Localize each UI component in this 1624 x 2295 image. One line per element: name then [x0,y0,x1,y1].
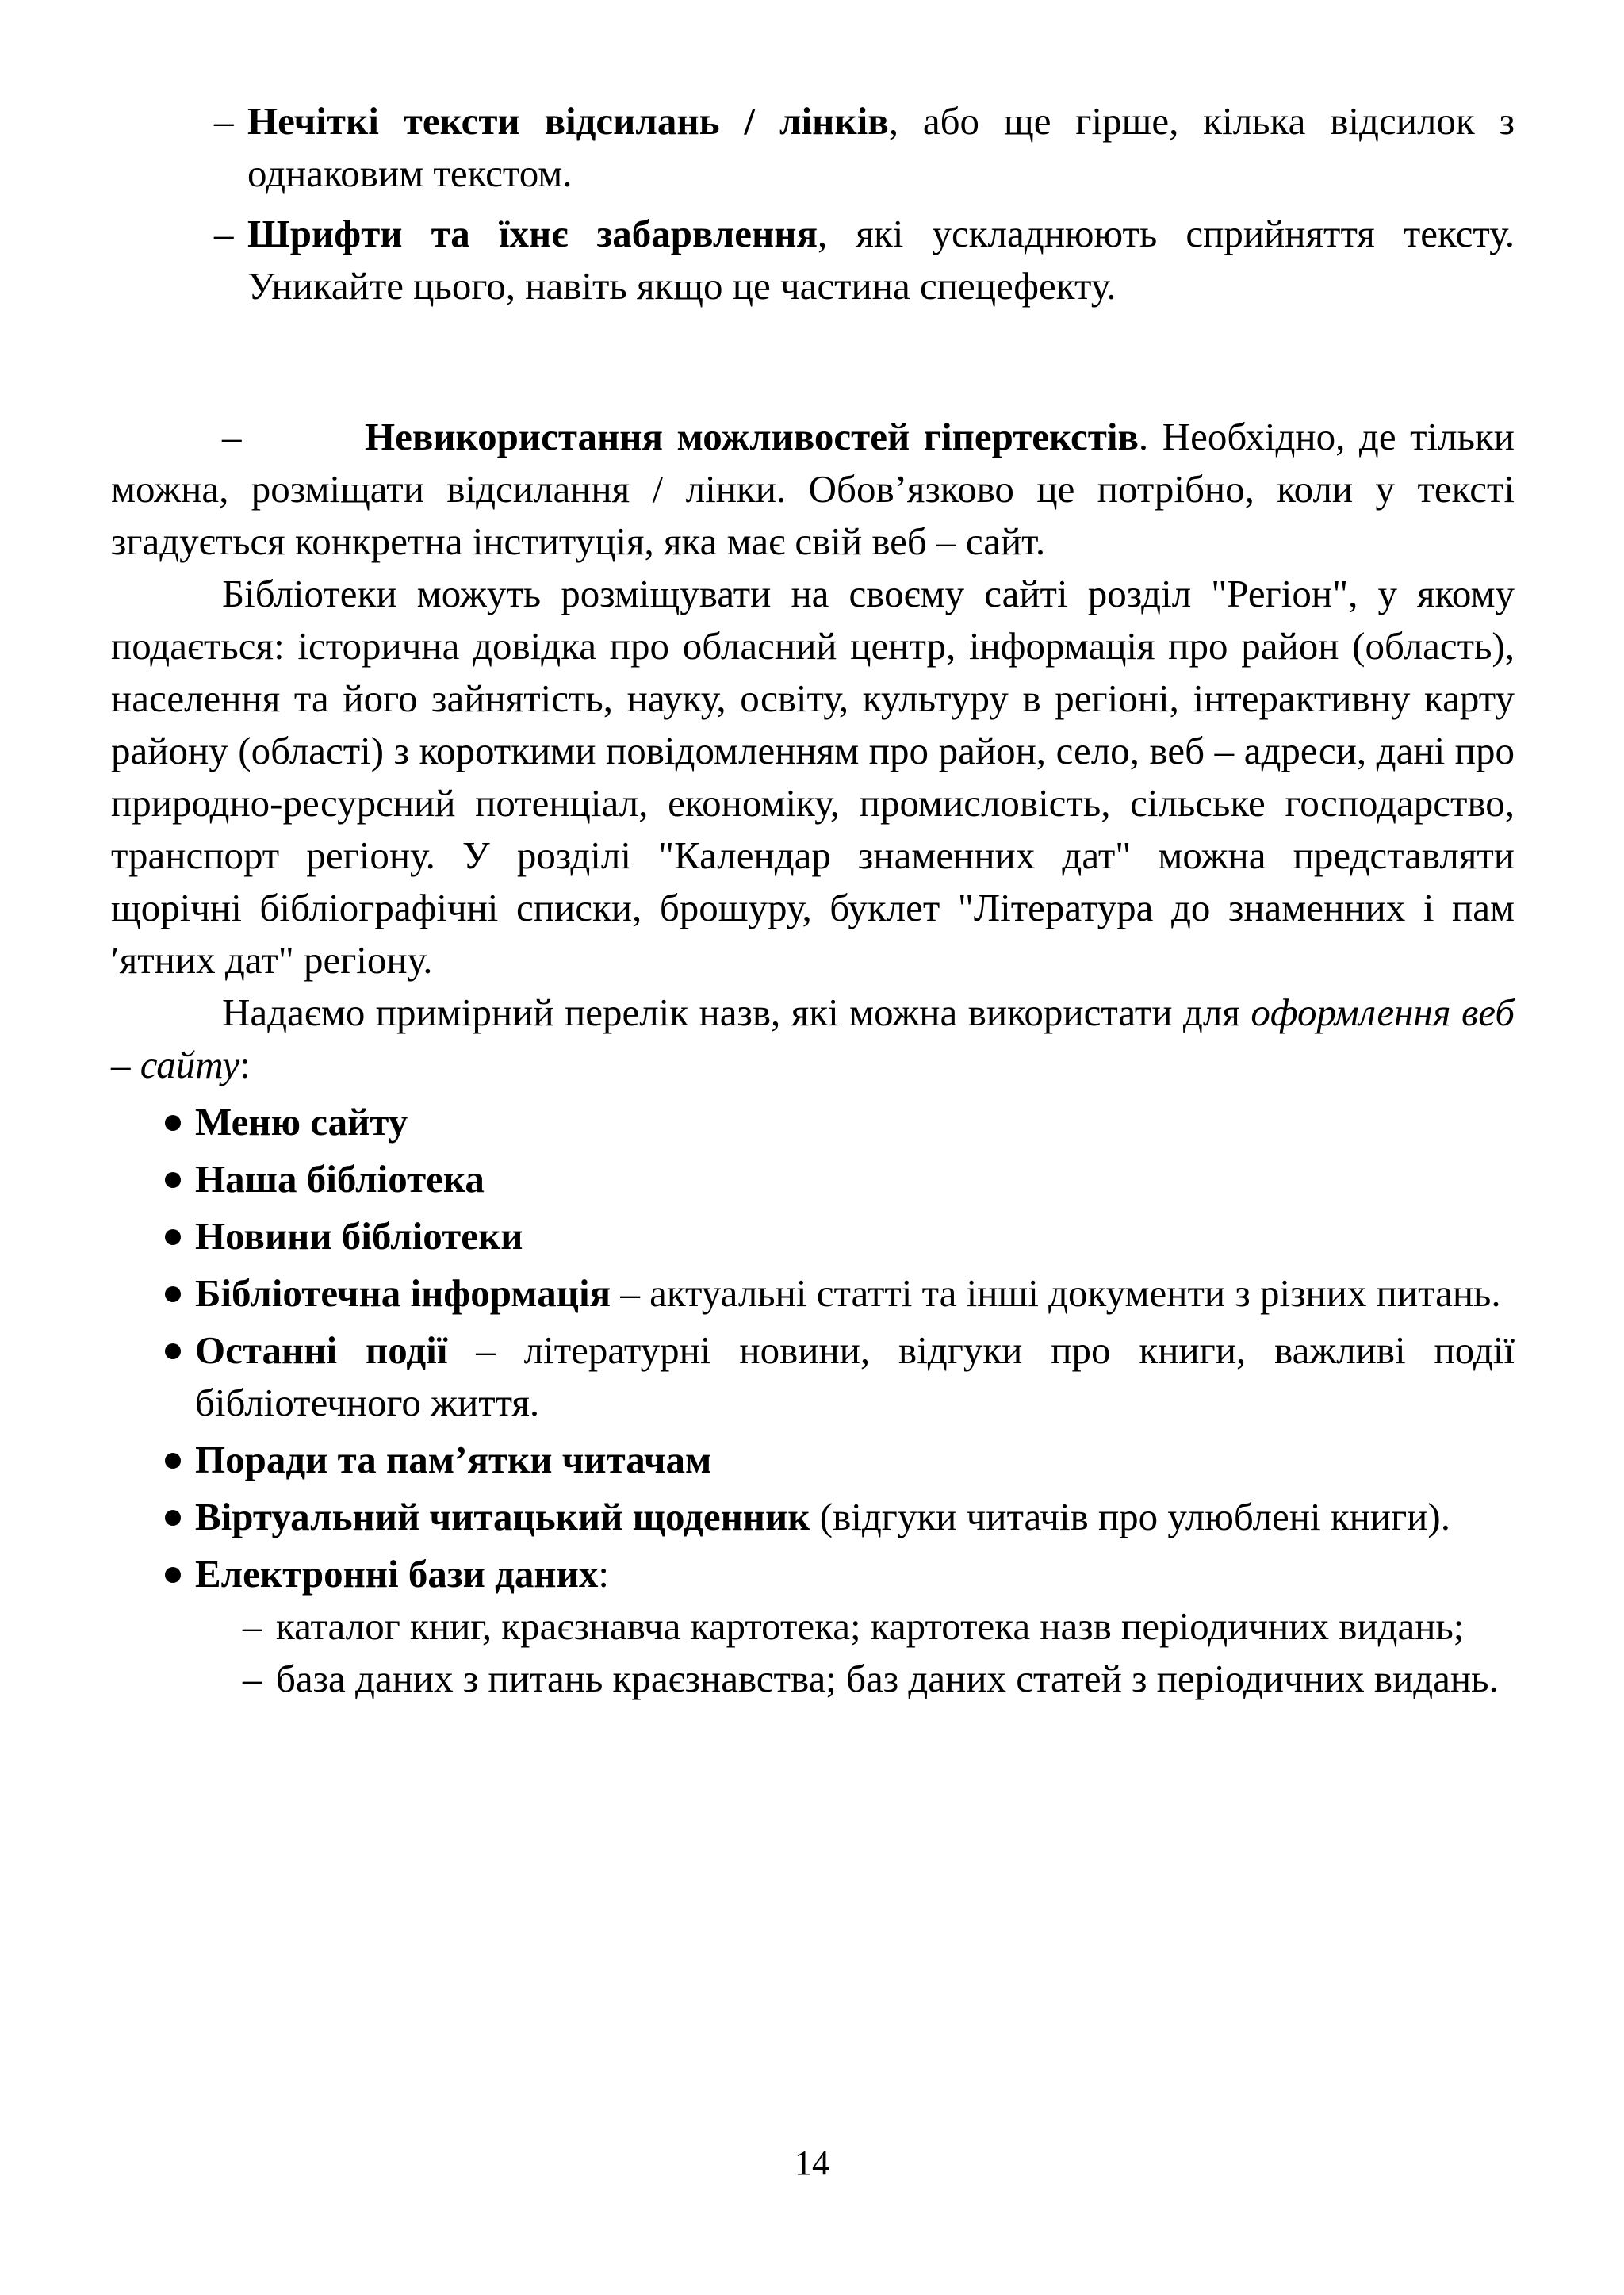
paragraph-term: Невикористання можливостей гіпертекстів [365,415,1139,458]
list-item-term: Новини бібліотеки [195,1214,523,1258]
document-page [111,95,1515,1705]
list-item-term: Останні події [195,1328,448,1372]
top-dash-list [214,95,1515,312]
list-item [243,1600,1515,1653]
bullet-list [162,1096,1515,1600]
list-item-text: – актуальні статті та інші документи з різних питань. [611,1271,1501,1315]
list-item [162,1267,1515,1320]
list-item [162,1324,1515,1429]
bullet-icon [162,1491,195,1543]
list-item-term: Шрифти та їхнє забарвлення [247,212,818,255]
sub-dash-list [243,1600,1515,1705]
bullet-icon [162,1096,195,1148]
page-number: 14 [795,2144,829,2182]
bullet-icon [162,1434,195,1486]
paragraph-region: Бібліотеки можуть розміщувати на своєму сайті розділ "Регіон", у якому подається: історична довідка про обласний центр, інформація про район (область), населення та його зайнятість, науку, освіту, культуру в регіоні, інтерактивну карту району (області) з короткими повідомленням про район, село, веб – адреси, дані про природно-ресурсний потенціал, економіку, промисловість, сільське господарство, транспорт регіону. У розділі "Календар знаменних дат" можна представляти щорічні бібліографічні списки, брошуру, буклет "Література до знаменних і пам ′ятних дат" регіону. [111,572,1515,982]
list-item-text: база даних з питань краєзнавства; баз даних статей з періодичних видань. [276,1657,1499,1700]
paragraph-list-intro [111,987,1515,1091]
paragraph-text: Надаємо примірний перелік назв, які можна використати для [222,990,1251,1034]
list-item [214,208,1515,312]
list-item-text: каталог книг, краєзнавча картотека; картотека назв періодичних видань; [276,1604,1465,1648]
list-item [162,1096,1515,1148]
list-item-term: Меню сайту [195,1100,408,1144]
list-item-text: , які ускладнюють сприйняття тексту. Уникайте цього, навіть якщо це частина спецефекту. [247,212,1515,308]
list-item-term: Електронні бази даних [195,1552,599,1596]
list-item [162,1548,1515,1600]
dash-marker: – [214,212,234,255]
list-item-term: Бібліотечна інформація [195,1271,611,1315]
bullet-icon [162,1153,195,1205]
paragraph-text: . Необхідно, де тільки можна, розміщати відсилання / лінки. Обов’язково це потрібно, коли у тексті згадується конкретна інституція, яка має свій веб – сайт. [111,415,1515,563]
dash-marker: – [243,1604,262,1648]
list-item-text: , або ще гірше, кілька відсилок з однаковим текстом. [247,99,1515,195]
list-item [214,95,1515,200]
bullet-icon [162,1548,195,1600]
list-item-term: Наша бібліотека [195,1157,485,1201]
list-item-text: (відгуки читачів про улюблені книги). [810,1495,1450,1538]
paragraph-tail: : [239,1043,251,1086]
bullet-icon [162,1267,195,1320]
list-item-term: Поради та пам’ятки читачам [195,1438,712,1481]
paragraph-italic: оформлення веб – сайту [111,990,1515,1086]
list-item [162,1434,1515,1486]
list-item-text: : [598,1552,609,1596]
list-item-term: Віртуальний читацький щоденник [195,1495,810,1538]
dash-marker: – [222,415,242,458]
list-item-term: Нечіткі тексти відсилань / лінків [247,99,889,143]
bullet-icon [162,1210,195,1262]
dash-marker: – [214,99,234,143]
list-item [162,1491,1515,1543]
list-item [162,1210,1515,1262]
dash-marker: – [243,1657,262,1700]
list-item [162,1153,1515,1205]
paragraph-hypertext [111,411,1515,568]
list-item [243,1653,1515,1705]
list-item-text: – літературні новини, відгуки про книги, важливі події бібліотечного життя. [195,1328,1515,1424]
bullet-icon [162,1324,195,1377]
